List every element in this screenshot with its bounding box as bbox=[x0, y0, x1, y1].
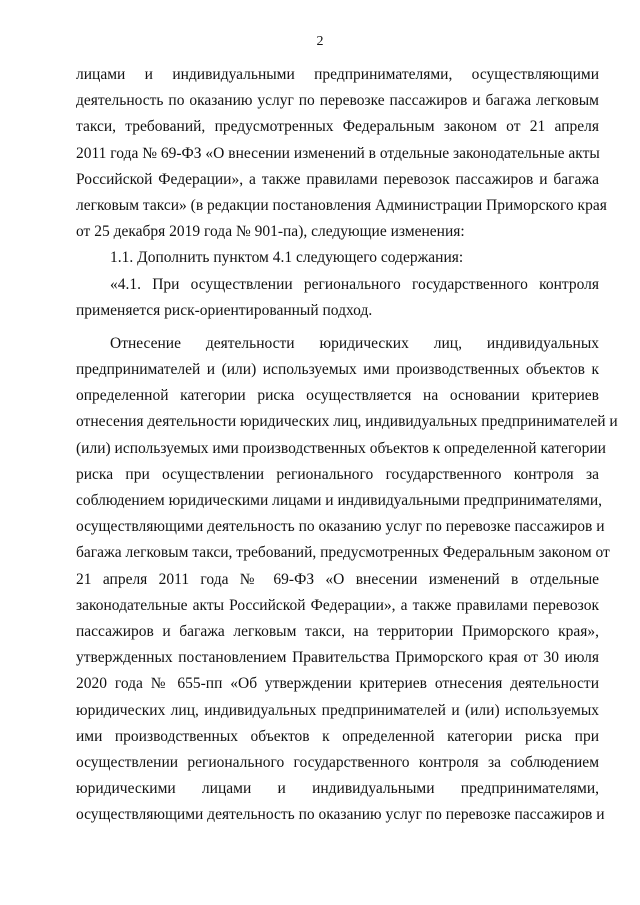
text-line: Отнесение деятельности юридических лиц, индивидуальных bbox=[110, 334, 599, 352]
text-line: отнесения деятельности юридических лиц, индивидуальных предпринимателей и bbox=[76, 413, 618, 431]
page-number: 2 bbox=[316, 34, 324, 49]
text-line: законодательные акты Российской Федерации», а также правилами перевозок bbox=[76, 596, 599, 614]
text-line: «4.1. При осуществлении регионального государственного контроля bbox=[110, 275, 599, 293]
text-line: юридических лиц, индивидуальных предпринимателей и (или) используемых bbox=[76, 701, 599, 719]
text-line: такси, требований, предусмотренных Федеральным законом от 21 апреля bbox=[76, 118, 599, 136]
text-line: легковым такси» (в редакции постановления Администрации Приморского края bbox=[76, 196, 607, 214]
text-line: осуществлении регионального государственного контроля за соблюдением bbox=[76, 753, 599, 771]
text-line: 1.1. Дополнить пунктом 4.1 следующего содержания: bbox=[110, 249, 464, 267]
text-line: (или) используемых ими производственных объектов к определенной категории bbox=[76, 439, 606, 457]
paragraph-quoted-4-1 bbox=[76, 272, 599, 324]
text-line: Российской Федерации», а также правилами перевозок пассажиров и багажа bbox=[76, 170, 599, 188]
text-line: лицами и индивидуальными предпринимателями, осуществляющими bbox=[76, 66, 599, 83]
text-line: 2011 года № 69-ФЗ «О внесении изменений в отдельные законодательные акты bbox=[76, 144, 600, 162]
text-line: багажа легковым такси, требований, предусмотренных Федеральным законом от bbox=[76, 544, 610, 562]
text-line: 21 апреля 2011 года № 69-ФЗ «О внесении изменений в отдельные bbox=[76, 570, 599, 588]
text-line: осуществляющими деятельность по оказанию услуг по перевозке пассажиров и bbox=[76, 806, 605, 824]
text-line: деятельность по оказанию услуг по перевозке пассажиров и багажа легковым bbox=[76, 92, 599, 110]
text-line: ими производственных объектов к определенной категории риска при bbox=[76, 727, 599, 745]
paragraph-item-1-1 bbox=[76, 245, 599, 271]
text-line: 2020 года № 655-пп «Об утверждении критериев отнесения деятельности bbox=[76, 675, 599, 693]
paragraph-continuation bbox=[76, 62, 607, 245]
text-line: соблюдением юридическими лицами и индивидуальными предпринимателями, bbox=[76, 492, 603, 509]
text-line: юридическими лицами и индивидуальными предпринимателями, bbox=[76, 780, 599, 798]
text-line: пассажиров и багажа легковым такси, на территории Приморского края», bbox=[76, 622, 599, 640]
paragraph-risk-categories bbox=[76, 331, 618, 829]
text-line: утвержденных постановлением Правительства Приморского края от 30 июля bbox=[76, 649, 599, 667]
text-line: применяется риск-ориентированный подход. bbox=[76, 301, 373, 319]
text-line: от 25 декабря 2019 года № 901-па), следующие изменения: bbox=[76, 223, 465, 241]
text-line: осуществляющими деятельность по оказанию услуг по перевозке пассажиров и bbox=[76, 518, 605, 536]
text-line: риска при осуществлении регионального государственного контроля за bbox=[76, 465, 599, 483]
document-body bbox=[76, 62, 618, 828]
text-line: определенной категории риска осуществляется на основании критериев bbox=[76, 387, 599, 405]
text-line: предпринимателей и (или) используемых ими производственных объектов к bbox=[76, 361, 599, 379]
